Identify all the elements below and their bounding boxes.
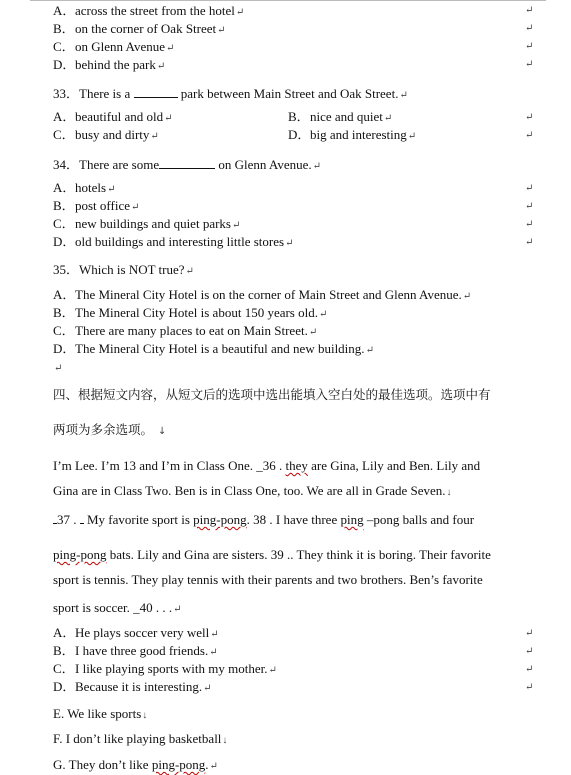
para-mark: ↵: [525, 41, 534, 52]
passage-option-c: C．I like playing sports with my mother.↵: [53, 661, 277, 676]
para-mark: ↵: [525, 112, 534, 123]
q35-option-c: C．There are many places to eat on Main Street.↵: [53, 323, 318, 338]
passage-line-1: I’m Lee. I’m 13 and I’m in Class One. _36 . they are Gina, Lily and Ben. Lily and: [53, 458, 481, 473]
empty-paragraph: ↵: [54, 363, 63, 374]
extra-option-g: G. They don’t like ping-pong.↵: [53, 757, 218, 772]
passage-line-4: ping-pong bats. Lily and Gina are sisters. 39 .. They think it is boring. Their favorite: [53, 547, 491, 562]
section4-instruction-line1: 四、根据短文内容，从短文后的选项中选出能填入空白处的最佳选项。选项中有: [53, 387, 491, 402]
q32-option-c: C．on Glenn Avenue↵: [53, 39, 175, 54]
q35-stem: 35．Which is NOT true?↵: [53, 262, 194, 277]
para-mark: ↵: [525, 130, 534, 141]
para-mark: ↵: [525, 59, 534, 70]
q34-option-a: A．hotels↵: [53, 180, 116, 195]
para-mark: ↵: [525, 664, 534, 675]
para-mark: ↵: [525, 23, 534, 34]
q32-option-d: D．behind the park↵: [53, 57, 166, 72]
q32-option-a: A．across the street from the hotel↵: [53, 3, 245, 18]
passage-line-2: Gina are in Class Two. Ben is in Class One, too. We are all in Grade Seven.↓: [53, 483, 452, 498]
para-mark: ↵: [525, 646, 534, 657]
para-mark: ↵: [525, 219, 534, 230]
extra-option-f: F. I don’t like playing basketball↓: [53, 731, 228, 746]
para-mark: ↵: [525, 628, 534, 639]
passage-line-6: sport is soccer. _40 . . .↵: [53, 600, 182, 615]
q34-option-d: D．old buildings and interesting little stores↵: [53, 234, 294, 249]
para-mark: ↵: [525, 183, 534, 194]
q34-stem: 34．There are some on Glenn Avenue.↵: [53, 157, 322, 172]
para-mark: ↵: [525, 201, 534, 212]
q33-option-c: C．busy and dirty↵: [53, 127, 159, 142]
q33-option-a: A．beautiful and old↵: [53, 109, 173, 124]
para-mark: ↵: [525, 682, 534, 693]
extra-option-e: E. We like sports↓: [53, 706, 148, 721]
q34-option-c: C．new buildings and quiet parks↵: [53, 216, 241, 231]
q35-option-d: D．The Mineral City Hotel is a beautiful and new building.↵: [53, 341, 374, 356]
q33-option-b: B．nice and quiet↵: [288, 109, 393, 124]
passage-line-5: sport is tennis. They play tennis with their parents and two brothers. Ben’s favorite: [53, 572, 483, 587]
q33-blank: [134, 85, 178, 98]
passage-option-a: A．He plays soccer very well↵: [53, 625, 219, 640]
passage-option-b: B．I have three good friends.↵: [53, 643, 218, 658]
passage-line-3: 37 . My favorite sport is ping-pong. 38 . I have three ping –pong balls and four: [53, 511, 474, 527]
q33-option-d: D．big and interesting↵: [288, 127, 417, 142]
q34-blank: [159, 156, 215, 169]
passage-option-d: D．Because it is interesting.↵: [53, 679, 212, 694]
para-mark: ↵: [525, 5, 534, 16]
header-rule: [30, 0, 546, 1]
q35-option-b: B．The Mineral City Hotel is about 150 years old.↵: [53, 305, 328, 320]
q34-option-b: B．post office↵: [53, 198, 140, 213]
para-mark: ↵: [525, 237, 534, 248]
q35-option-a: A．The Mineral City Hotel is on the corner of Main Street and Glenn Avenue.↵: [53, 287, 472, 302]
q33-stem: 33．There is a park between Main Street and Oak Street.↵: [53, 86, 408, 101]
section4-instruction-line2: 两项为多余选项。 ↓: [53, 422, 167, 437]
q32-option-b: B．on the corner of Oak Street↵: [53, 21, 226, 36]
